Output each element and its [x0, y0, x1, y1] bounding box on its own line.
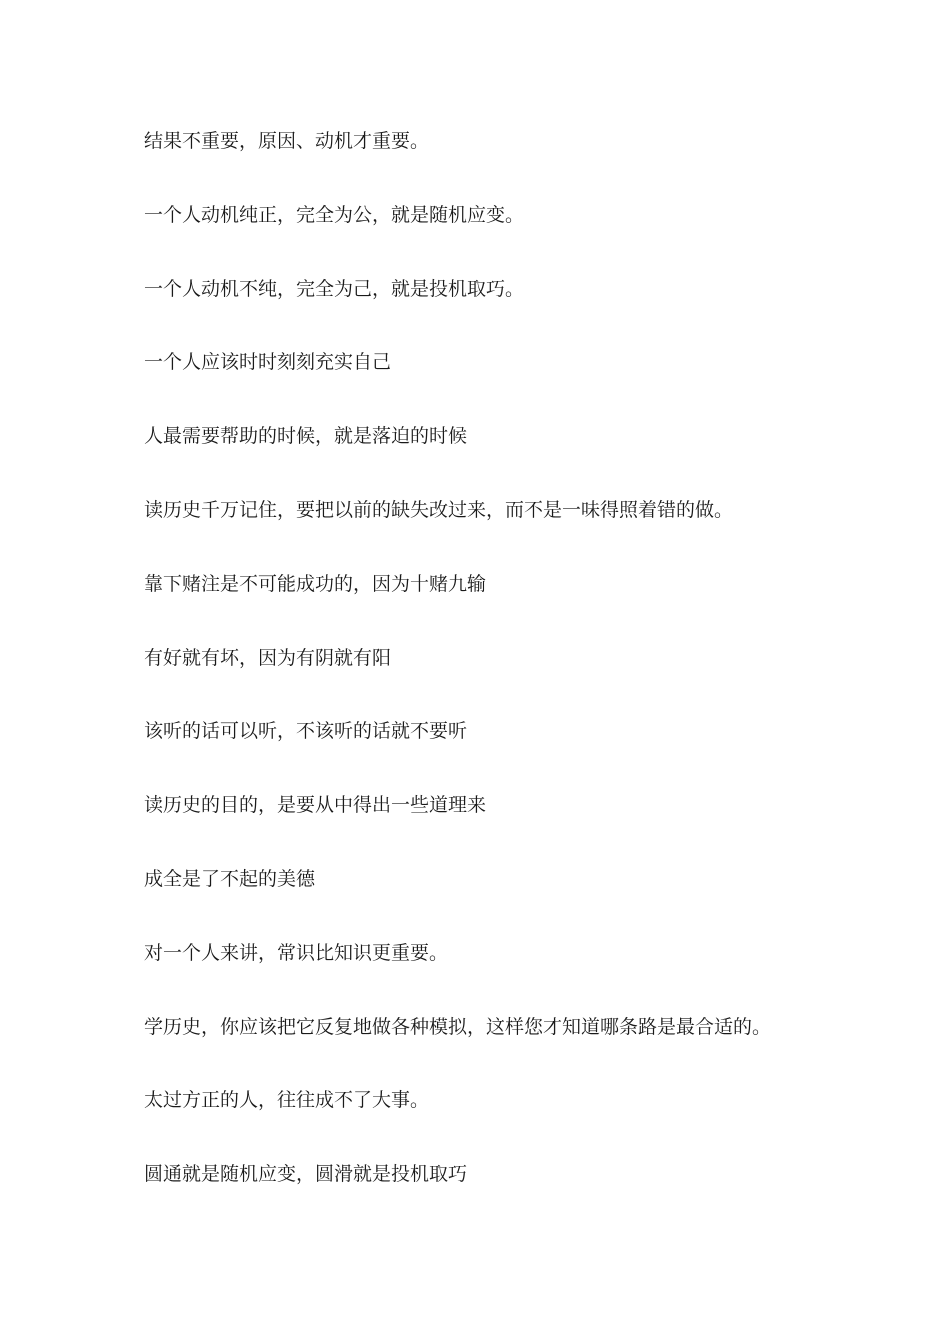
text-line: 一个人应该时时刻刻充实自己	[144, 351, 392, 374]
document-body	[144, 128, 864, 1235]
text-line: 读历史的目的，是要从中得出一些道理来	[144, 794, 487, 817]
text-line: 靠下赌注是不可能成功的，因为十赌九输	[144, 572, 487, 595]
text-line: 学历史，你应该把它反复地做各种模拟，这样您才知道哪条路是最合适的。	[144, 1015, 772, 1038]
text-line: 太过方正的人，往往成不了大事。	[144, 1089, 430, 1112]
text-line: 圆通就是随机应变，圆滑就是投机取巧	[144, 1163, 468, 1186]
text-line: 人最需要帮助的时候，就是落迫的时候	[144, 425, 468, 448]
text-line: 有好就有坏，因为有阴就有阳	[144, 646, 392, 669]
text-line: 一个人动机不纯，完全为己，就是投机取巧。	[144, 277, 525, 300]
text-line: 一个人动机纯正，完全为公，就是随机应变。	[144, 203, 525, 226]
text-line: 成全是了不起的美德	[144, 867, 316, 890]
text-line: 该听的话可以听，不该听的话就不要听	[144, 720, 468, 743]
text-line: 读历史千万记住，要把以前的缺失改过来，而不是一味得照着错的做。	[144, 498, 734, 521]
text-line: 结果不重要，原因、动机才重要。	[144, 130, 430, 152]
text-line: 对一个人来讲，常识比知识更重要。	[144, 941, 449, 964]
